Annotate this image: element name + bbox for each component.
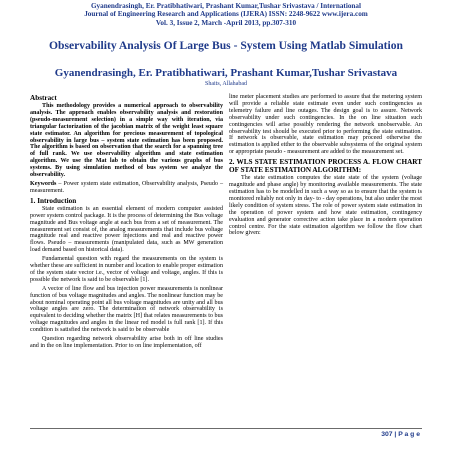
intro-paragraph-3: A vector of line flow and bus injection power measurements is nonlinear function of bus voltage magnitudes and angles. The nonlinear function may be about nominal operating point all bus voltage magnitudes are unity and all bus voltage angles are zero. The determination of network observability is equivalent to deciding whether the matrix [H] that relates measurements to bus voltage magnitudes and angles in the linear red model is full rank [1]. If this condition is satisfied the network is said to be observable (30, 285, 223, 334)
right-paragraph-2: The state estimation computes the state state of the system (voltage magnitude and phase angle) by monitoring available measurements. The state estimation has to be modelled in such a way so as to ensure that the system is monitored reliably not only in day- to - day operations, but also under the most likely condition of system stress. The role of power system state estimation in the operation of power system and how state estimation, contingency evaluation and generator corrective action take place in a modern operation control centre. For the state estimation algorithm we follow the flow chart below given: (229, 175, 422, 237)
journal-header (8, 2, 444, 27)
left-column (30, 94, 223, 352)
abstract-heading: Abstract (30, 94, 57, 102)
abstract-text: This methodology provides a numerical approach to observability analysis. The approach enables observability analysis and restoration (pseudo-measurement selection) in a simple way with iteration, via triangular factorization of the jacobian matrix of the weight least square state estimator. An algorithm for precious measurement of topological observability in large bus – system state estimation has been proposed. The algorithm is based on observation that the search for a spanning tree of full rank. We use observability algorithm and state estimation algorithm. We use the Mat lab to obtain the various graphs of bus systems. By using simulation method of bus system we analyze the observability. (30, 103, 223, 179)
right-paragraph-1: line meter placement studies are performed to assure that the metering system will provide a reliable state estimate even under such contingencies as telemetry failure and line outages. The design goal is to assure. Network observability under such contingencies. In the on line situation such contingencies will arise possibly rendering the network unobservable. An observability test should be executed prior to performing the state estimation. If network is observable, state estimation may proceed otherwise the estimation is applied either to the observable subsystems of the original system or appropriate pseudo - measurement are added to the measurement set. (229, 94, 422, 156)
page-number: 307 | P a g e (381, 431, 420, 438)
journal-header-line-3: Vol. 3, Issue 2, March -April 2013, pp.307-310 (155, 18, 297, 27)
paper-authors: Gyanendrasingh, Er. Pratibhatiwari, Prashant Kumar,Tushar Srivastava (54, 67, 398, 79)
section-2-heading: 2. WLS STATE ESTIMATION PROCESS A. FLOW CHART OF STATE ESTIMATION ALGORITHM: (229, 158, 422, 175)
intro-paragraph-4: Question regarding network observability arise both in off line studies and in the on line implementation. Prior to on line implementation, off (30, 336, 223, 349)
right-column (229, 94, 422, 239)
keywords-text: – Power system state estimation, Observability analysis, Pseudo – measurement. (30, 180, 223, 194)
keywords-label: Keywords (30, 180, 57, 187)
intro-paragraph-2: Fundamental question with regard the measurements on the system is whether these are sufficient in number and location to enable proper estimation of the system state vector i.e., vector of voltage and voltage, angles. If this is possible the network is said to be observable [1]. (30, 256, 223, 283)
intro-heading: 1. Introduction (30, 196, 77, 205)
journal-header-line-1: Gyanendrasingh, Er. Pratibhatiwari, Prashant Kumar,Tushar Srivastava / International (90, 2, 362, 10)
intro-paragraph-1: State estimation is an essential element of modern computer assisted power system control package. It is the process of determining the Bus voltage magnitude and Bus voltage angle at each bus from a set of measurement. The measurement set consist of, the analog measurements that include bus voltage magnitude real and reactive power injections and real and reactive power flows. Pseudo – measurements (manipulated data, such as MW generation load demand based on historical data). (30, 205, 223, 254)
keywords (30, 181, 223, 195)
paper-affiliation: Shaits, Allahabad (205, 81, 247, 87)
footer-divider (30, 428, 422, 429)
journal-header-line-2: Journal of Engineering Research and Applications (IJERA) ISSN: 2248-9622 www.ijera.com (84, 10, 368, 19)
paper-title: Observability Analysis Of Large Bus - System Using Matlab Simulation (49, 39, 403, 52)
